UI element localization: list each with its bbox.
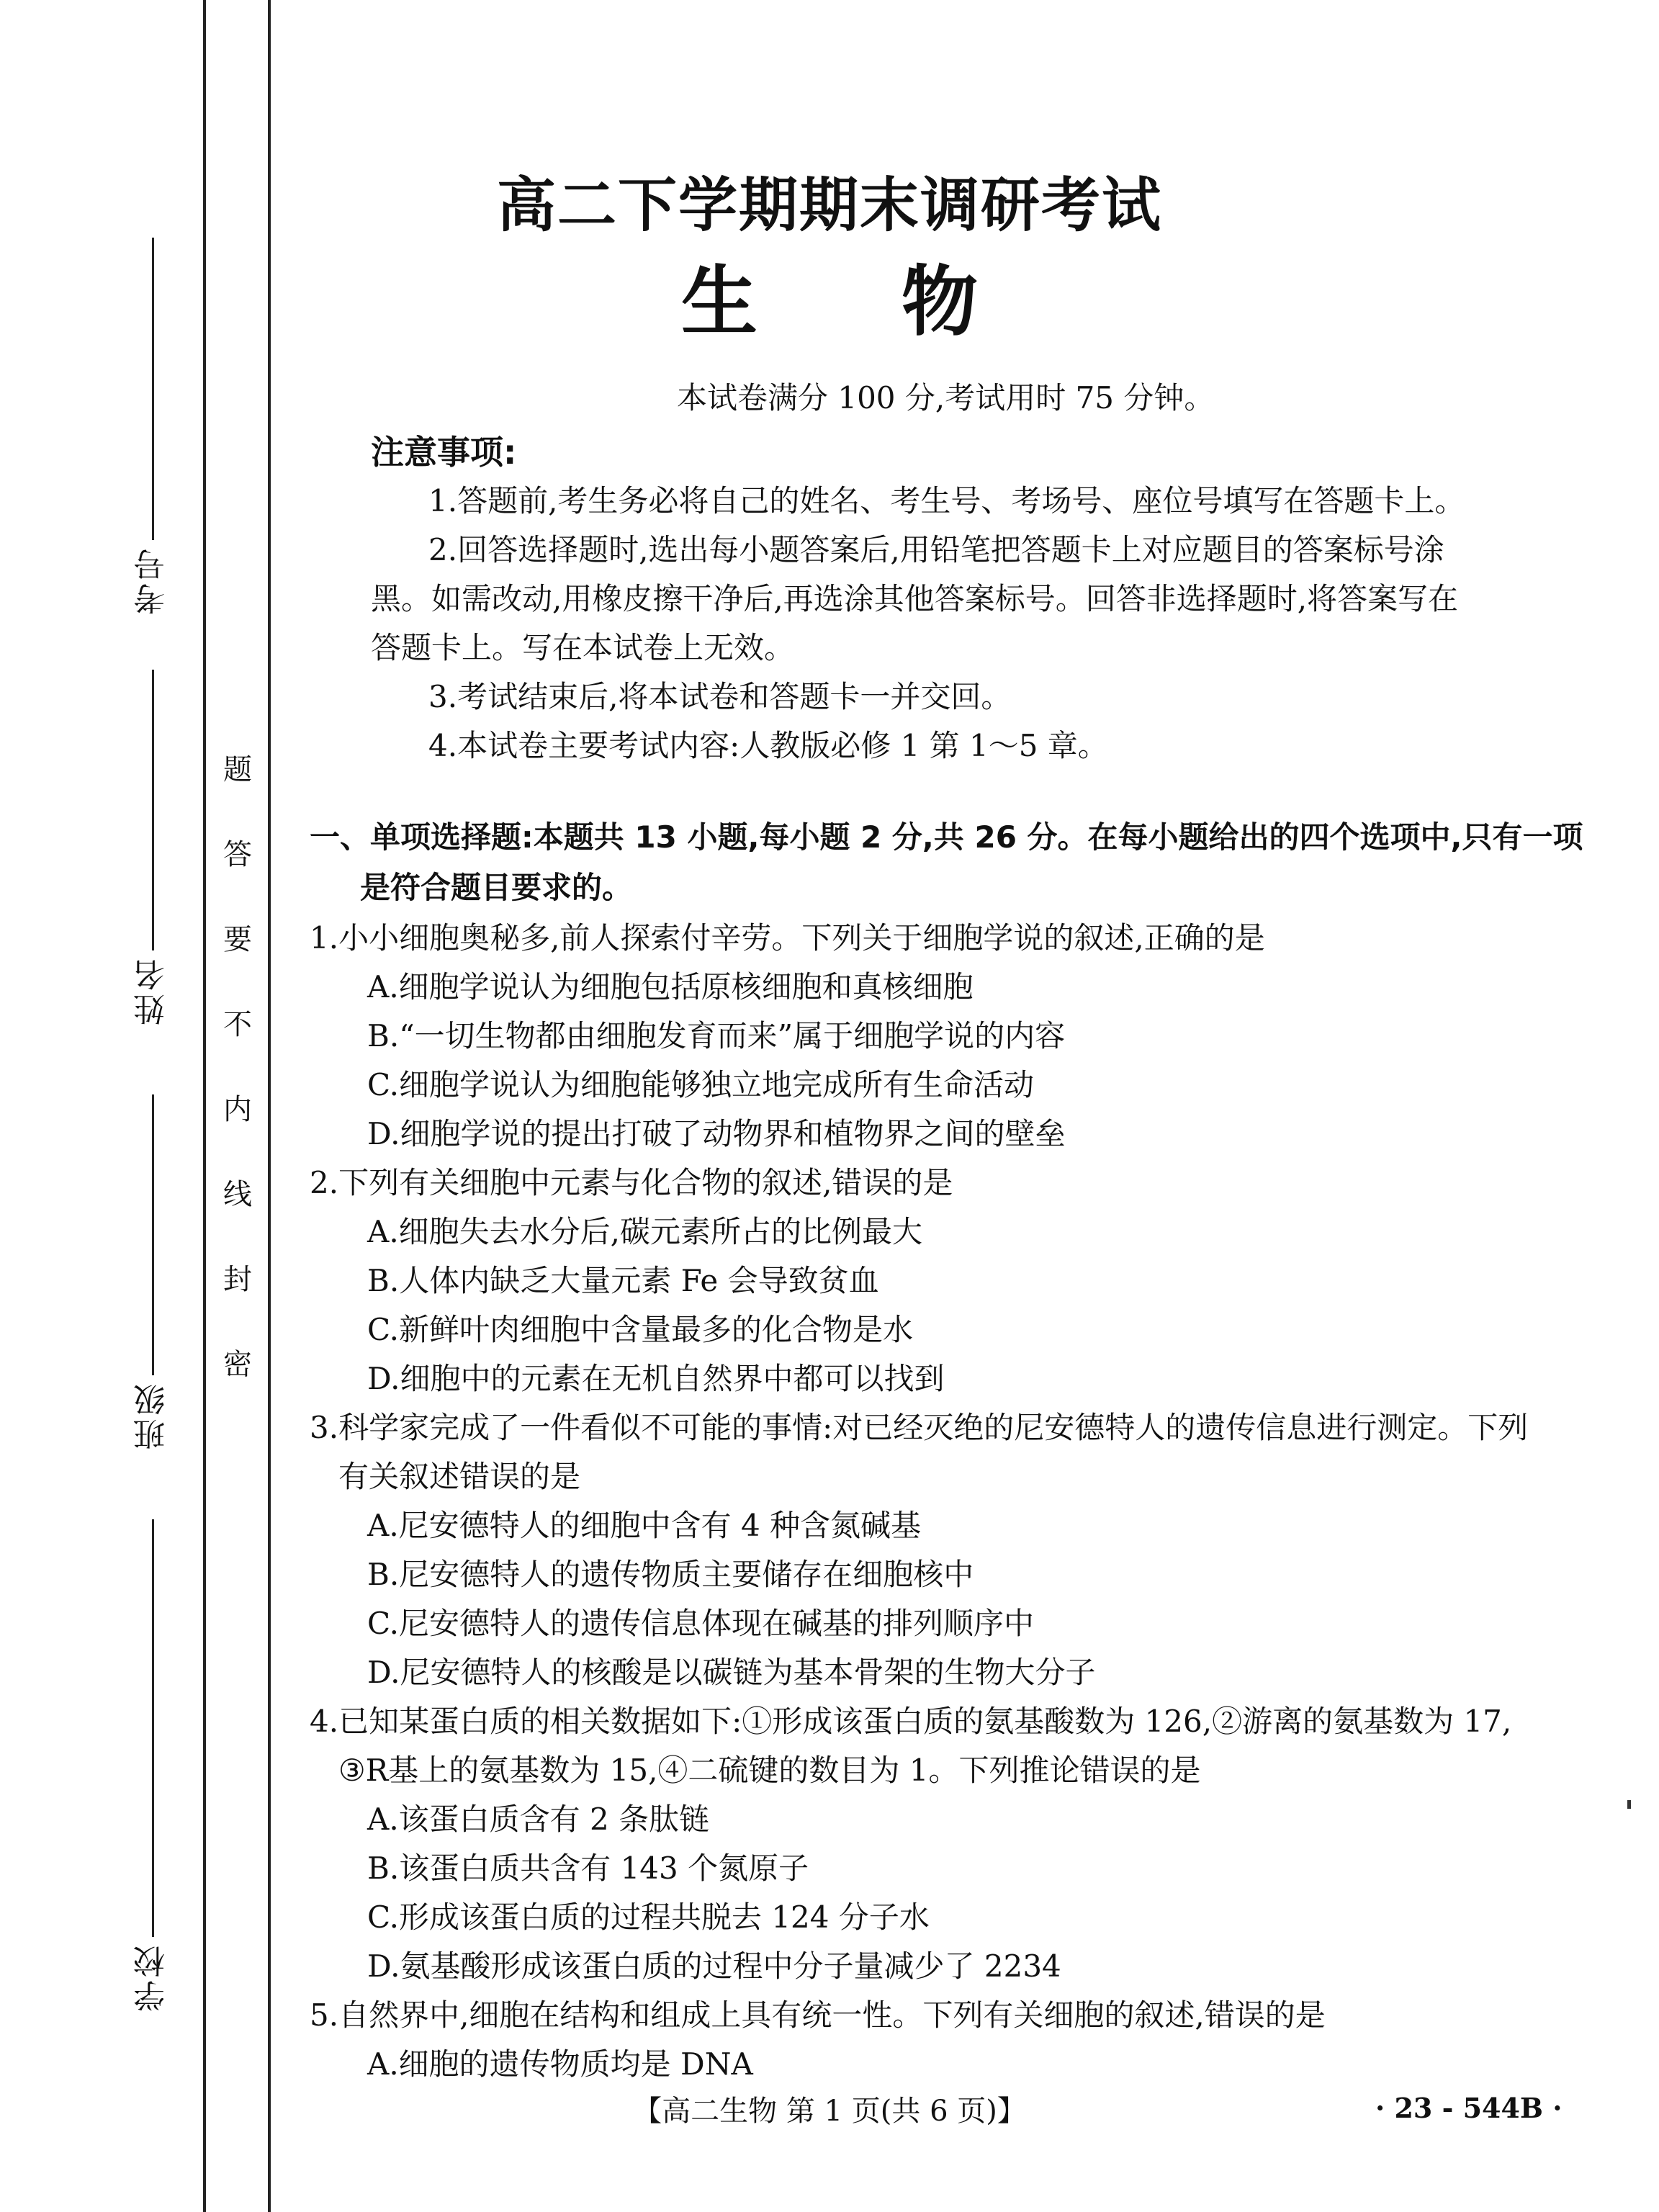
class-field: [130, 1094, 176, 1450]
school-blank: [152, 1519, 154, 1937]
question-option: B.该蛋白质共含有 143 个氮原子: [367, 1851, 809, 1886]
question-option: D.尼安德特人的核酸是以碳链为基本骨架的生物大分子: [367, 1655, 1096, 1690]
name-blank: [152, 670, 154, 950]
question-option: C.细胞学说认为细胞能够独立地完成所有生命活动: [367, 1067, 1034, 1102]
question-stem: 3.科学家完成了一件看似不可能的事情:对已经灭绝的尼安德特人的遗传信息进行测定。下列: [310, 1410, 1529, 1445]
seal-char: 封: [223, 1263, 252, 1296]
name-label: 姓名: [134, 956, 171, 1025]
question-option: A.细胞失去水分后,碳元素所占的比例最大: [367, 1214, 923, 1249]
question-option: C.尼安德特人的遗传信息体现在碱基的排列顺序中: [367, 1606, 1034, 1641]
question-option: A.该蛋白质含有 2 条肽链: [367, 1802, 710, 1837]
name-field: [130, 670, 176, 1025]
scan-speck: [1627, 1800, 1631, 1809]
seal-char: 线: [223, 1178, 252, 1211]
question-option: B.尼安德特人的遗传物质主要储存在细胞核中: [367, 1557, 974, 1592]
school-field: [130, 1519, 176, 2012]
question-option: D.氨基酸形成该蛋白质的过程中分子量减少了 2234: [367, 1948, 1061, 1984]
question-option: C.新鲜叶肉细胞中含量最多的化合物是水: [367, 1312, 913, 1347]
note-line: 3.考试结束后,将本试卷和答题卡一并交回。: [428, 679, 1012, 714]
seal-char: 不: [223, 1008, 252, 1041]
school-label: 学校: [134, 1943, 171, 2012]
question-option: B.“一切生物都由细胞发育而来”属于细胞学说的内容: [367, 1018, 1066, 1053]
subject-title: 生物: [681, 258, 1122, 346]
question-option: D.细胞学说的提出打破了动物界和植物界之间的壁垒: [367, 1116, 1066, 1151]
question-stem: 4.已知某蛋白质的相关数据如下:①形成该蛋白质的氨基酸数为 126,②游离的氨基数为 17,: [310, 1704, 1512, 1739]
question-stem: 5.自然界中,细胞在结构和组成上具有统一性。下列有关细胞的叙述,错误的是: [310, 1997, 1326, 2033]
question-stem: 1.小小细胞奥秘多,前人探索付辛劳。下列关于细胞学说的叙述,正确的是: [310, 920, 1265, 956]
seal-char: 要: [223, 923, 252, 956]
question-option: C.形成该蛋白质的过程共脱去 124 分子水: [367, 1899, 930, 1935]
seal-char: 密: [223, 1348, 252, 1381]
question-stem-cont: 有关叙述错误的是: [338, 1459, 581, 1494]
seal-line-notice: [216, 727, 259, 1407]
notes-heading: 注意事项:: [371, 433, 517, 472]
note-line: 答题卡上。写在本试卷上无效。: [371, 630, 795, 665]
class-blank: [152, 1094, 154, 1375]
paper-code: · 23 - 544B ·: [1375, 2092, 1563, 2124]
question-option: D.细胞中的元素在无机自然界中都可以找到: [367, 1361, 945, 1396]
note-line: 黑。如需改动,用橡皮擦干净后,再选涂其他答案标号。回答非选择题时,将答案写在: [371, 581, 1459, 616]
exam-title: 高二下学期期末调研考试: [496, 171, 1162, 240]
section-heading: 一、单项选择题:本题共 13 小题,每小题 2 分,共 26 分。在每小题给出的四个选项中,只有一项: [310, 819, 1583, 855]
section-heading-cont: 是符合题目要求的。: [360, 870, 633, 905]
question-stem: 2.下列有关细胞中元素与化合物的叙述,错误的是: [310, 1165, 953, 1200]
question-option: A.细胞的遗传物质均是 DNA: [367, 2046, 753, 2082]
note-line: 4.本试卷主要考试内容:人教版必修 1 第 1～5 章。: [428, 728, 1108, 763]
seal-char: 题: [223, 753, 252, 786]
question-option: B.人体内缺乏大量元素 Fe 会导致贫血: [367, 1263, 879, 1298]
page-footer: 【高二生物 第 1 页(共 6 页)】: [633, 2095, 1026, 2128]
exam-number-label: 考号: [134, 546, 171, 615]
question-stem-cont: ③R基上的氨基数为 15,④二硫键的数目为 1。下列推论错误的是: [338, 1753, 1201, 1788]
class-label: 班级: [134, 1381, 171, 1450]
note-line: 2.回答选择题时,选出每小题答案后,用铅笔把答题卡上对应题目的答案标号涂: [428, 532, 1444, 567]
question-option: A.尼安德特人的细胞中含有 4 种含氮碱基: [367, 1508, 922, 1543]
note-line: 1.答题前,考生务必将自己的姓名、考生号、考场号、座位号填写在答题卡上。: [428, 483, 1465, 518]
question-option: A.细胞学说认为细胞包括原核细胞和真核细胞: [367, 969, 974, 1004]
exam-info: 本试卷满分 100 分,考试用时 75 分钟。: [677, 380, 1215, 415]
seal-char: 答: [223, 838, 252, 871]
seal-char: 内: [223, 1093, 252, 1126]
